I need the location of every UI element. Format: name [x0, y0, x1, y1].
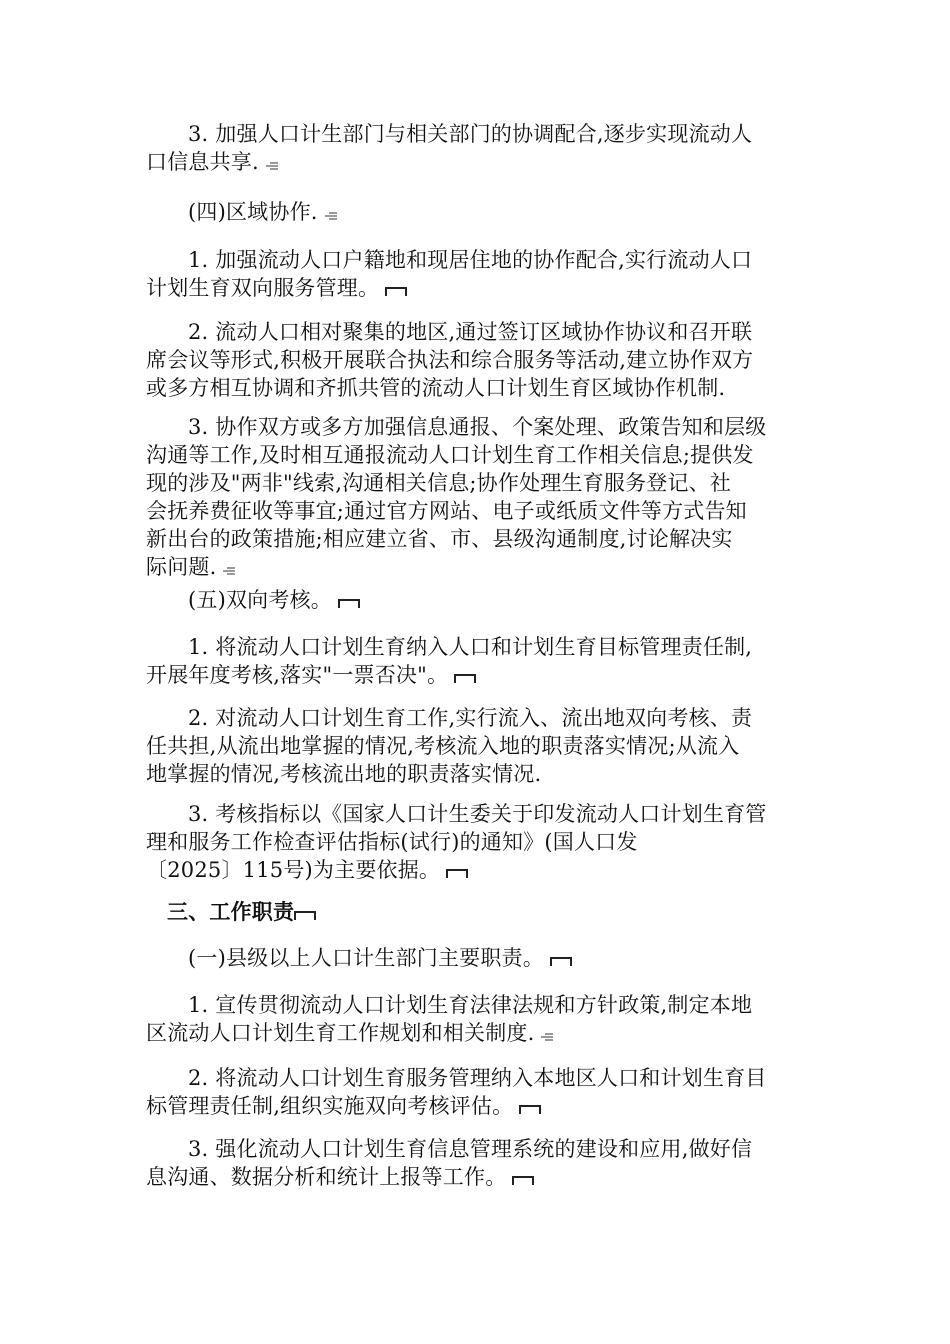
paragraph-county-1 [146, 991, 850, 1049]
return-mark-icon [519, 1094, 541, 1122]
paragraph-mark-icon [540, 1021, 554, 1049]
return-mark-icon [338, 588, 360, 616]
section-heading-assessment [146, 586, 850, 616]
text-line: 任共担,从流出地掌握的情况,考核流入地的职责落实情况;从流入 [146, 734, 740, 758]
paragraph-mark-icon [265, 150, 279, 178]
paragraph-county-2 [146, 1064, 850, 1122]
text-line: 计划生育双向服务管理。 [146, 274, 850, 304]
paragraph-regional-3 [146, 413, 850, 583]
section-heading-county [146, 944, 850, 974]
text-line: 沟通等工作,及时相互通报流动人口计划生育工作相关信息;提供发 [146, 443, 754, 467]
text-line: 3. 加强人口计生部门与相关部门的协调配合,逐步实现流动人 [188, 122, 753, 146]
text-line: 际问题. [146, 553, 850, 583]
text-line: 开展年度考核,落实"一票否决"。 [146, 661, 850, 691]
text-line: 1. 宣传贯彻流动人口计划生育法律法规和方针政策,制定本地 [188, 993, 753, 1017]
return-mark-icon [385, 276, 407, 304]
return-mark-icon [446, 858, 468, 886]
text-line: (五)双向考核。 [188, 586, 850, 616]
text-line: 地掌握的情况,考核流出地的职责落实情况. [146, 762, 542, 786]
paragraph-assessment-3 [146, 800, 850, 886]
text-line: 新出台的政策措施;相应建立省、市、县级沟通制度,讨论解决实 [146, 527, 733, 551]
paragraph-assessment-1 [146, 633, 850, 691]
text-line: 现的涉及"两非"线索,沟通相关信息;协作处理生育服务登记、社 [146, 471, 732, 495]
return-mark-icon [550, 946, 572, 974]
chapter-heading-duties [146, 898, 829, 928]
text-line: 3. 考核指标以《国家人口计生委关于印发流动人口计划生育管 [188, 802, 767, 826]
section-heading-regional [146, 198, 850, 228]
text-line: 理和服务工作检查评估指标(试行)的通知》(国人口发 [146, 830, 638, 854]
text-line: 1. 将流动人口计划生育纳入人口和计划生育目标管理责任制, [188, 635, 753, 659]
text-line: 标管理责任制,组织实施双向考核评估。 [146, 1092, 850, 1122]
paragraph-regional-1 [146, 246, 850, 304]
text-line: 息沟通、数据分析和统计上报等工作。 [146, 1163, 850, 1193]
text-line: 或多方相互协调和齐抓共管的流动人口计划生育区域协作机制. [146, 376, 726, 400]
return-mark-icon [454, 663, 476, 691]
return-mark-icon [512, 1165, 534, 1193]
text-line: 三、工作职责 [167, 898, 829, 928]
return-mark-icon [294, 900, 316, 928]
text-line: 区流动人口计划生育工作规划和相关制度. [146, 1019, 850, 1049]
text-line: 3. 协作双方或多方加强信息通报、个案处理、政策告知和层级 [188, 415, 767, 439]
paragraph-info-sharing [146, 120, 850, 178]
text-line: 2. 对流动人口计划生育工作,实行流入、流出地双向考核、责 [188, 706, 753, 730]
paragraph-mark-icon [324, 200, 338, 228]
text-line: (四)区域协作. [188, 198, 850, 228]
paragraph-county-3 [146, 1135, 850, 1193]
text-line: 3. 强化流动人口计划生育信息管理系统的建设和应用,做好信 [188, 1137, 753, 1161]
paragraph-mark-icon [222, 555, 236, 583]
text-line: (一)县级以上人口计生部门主要职责。 [188, 944, 850, 974]
text-line: 口信息共享. [146, 148, 850, 178]
text-line: 席会议等形式,积极开展联合执法和综合服务等活动,建立协作双方 [146, 348, 754, 372]
paragraph-assessment-2 [146, 704, 850, 788]
text-line: 2. 将流动人口计划生育服务管理纳入本地区人口和计划生育目 [188, 1066, 767, 1090]
text-line: 会抚养费征收等事宜;通过官方网站、电子或纸质文件等方式告知 [146, 499, 747, 523]
paragraph-regional-2 [146, 318, 850, 402]
text-line: 〔2025〕115号)为主要依据。 [146, 856, 850, 886]
text-line: 1. 加强流动人口户籍地和现居住地的协作配合,实行流动人口 [188, 248, 753, 272]
text-line: 2. 流动人口相对聚集的地区,通过签订区域协作协议和召开联 [188, 320, 753, 344]
